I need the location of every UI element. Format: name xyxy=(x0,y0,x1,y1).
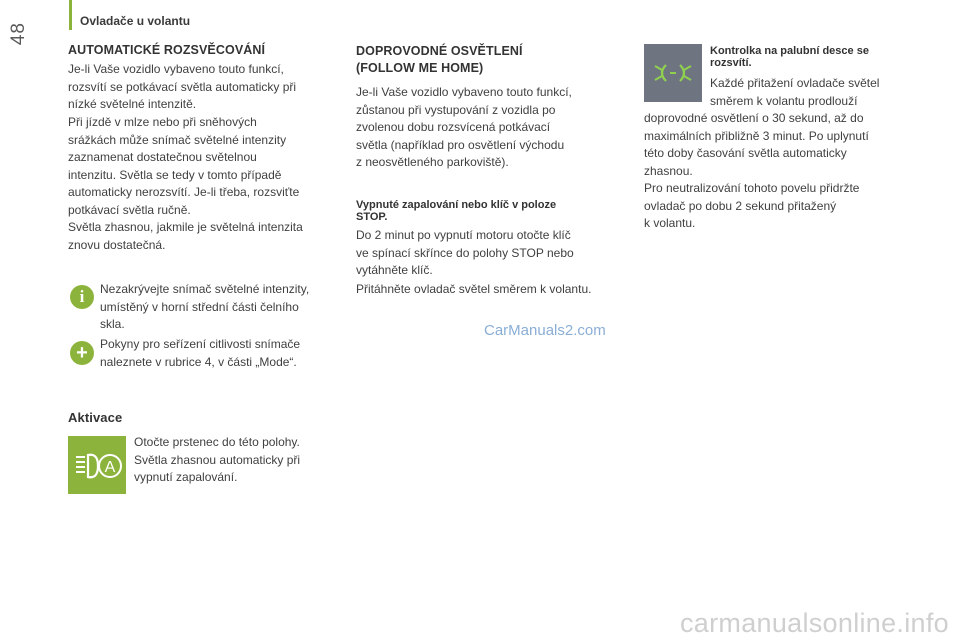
text-line: Při jízdě v mlze nebo při sněhových xyxy=(68,115,257,129)
follow-me-home-paragraph-1 xyxy=(356,84,631,172)
text-line: vypnutí zapalování. xyxy=(134,470,238,484)
text-line: maximálních přibližně 3 minut. Po uplynutí xyxy=(644,128,869,143)
auto-lights-paragraph-2 xyxy=(68,114,348,219)
text-line: zůstanou při vystupování z vozidla po xyxy=(356,102,556,117)
text-line: Pokyny pro seřízení citlivosti snímače xyxy=(100,337,301,351)
text-line: směrem k volantu prodlouží xyxy=(710,93,858,108)
text-line: znovu dostatečná. xyxy=(68,237,166,252)
subtitle-line: Vypnuté zapalování nebo klíč v poloze xyxy=(356,199,557,211)
auto-lights-paragraph-3 xyxy=(68,219,348,254)
subtitle-warning-lamp xyxy=(710,45,920,69)
auto-headlamp-dial-icon xyxy=(68,436,126,494)
subtitle-line: rozsvítí. xyxy=(710,57,752,69)
text-line: doprovodné osvětlení o 30 sekund, až do xyxy=(644,111,864,125)
text-line: srážkách může snímač světelné intenzity xyxy=(68,132,287,147)
auto-lights-paragraph-1 xyxy=(68,61,348,114)
text-line: Světla zhasnou, jakmile je světelná intenzita xyxy=(68,220,303,234)
note-sensor-cover xyxy=(100,281,350,334)
text-line: z neosvětleného parkoviště). xyxy=(356,155,509,169)
section-title-auto-lights: AUTOMATICKÉ ROZSVĚCOVÁNÍ xyxy=(68,43,266,57)
header-accent-bar xyxy=(69,0,72,30)
text-line: umístěný v horní střední části čelního xyxy=(100,299,299,314)
text-line: ovladač po dobu 2 sekund přitažený xyxy=(644,198,837,213)
note-sensor-settings xyxy=(100,336,350,371)
subtitle-line: STOP. xyxy=(356,211,388,223)
activation-text xyxy=(134,434,354,487)
text-line: zvolenou dobu rozsvícená potkávací xyxy=(356,120,551,134)
text-line: Nezakrývejte snímač světelné intenzity, xyxy=(100,282,310,296)
subtitle-line: Kontrolka na palubní desce se xyxy=(710,45,869,57)
warning-lamp-paragraph-2 xyxy=(644,180,914,233)
text-line: zaznamenat dostatečnou světelnou xyxy=(68,150,257,164)
text-line: světla (například pro osvětlení východu xyxy=(356,137,565,152)
text-line: k volantu. xyxy=(644,216,696,230)
text-line: automaticky nerozsvítí. Je-li třeba, rozsviťte xyxy=(68,185,300,199)
text-line: nízké světelné intenzitě. xyxy=(68,97,197,111)
text-line: této doby časování světla automaticky xyxy=(644,146,847,160)
warning-lamp-paragraph-1 xyxy=(644,75,914,180)
text-line: naleznete v rubrice 4, v části „Mode“. xyxy=(100,354,297,369)
text-line: Každé přitažení ovladače světel xyxy=(710,76,880,90)
title-line: (FOLLOW ME HOME) xyxy=(356,61,484,75)
follow-me-home-paragraph-3 xyxy=(356,281,636,299)
text-line: Je-li Vaše vozidlo vybaveno touto funkcí, xyxy=(356,85,572,99)
text-line: vytáhněte klíč. xyxy=(356,263,433,277)
section-title-follow-me-home xyxy=(356,43,626,77)
watermark-carmanualsonline: carmanualsonline.info xyxy=(680,608,949,638)
subtitle-ignition-off xyxy=(356,199,631,223)
text-line: Světla zhasnou automaticky při xyxy=(134,452,301,467)
text-line: skla. xyxy=(100,317,125,331)
text-line: Přitáhněte ovladač světel směrem k volantu. xyxy=(356,282,592,296)
text-line: Je-li Vaše vozidlo vybaveno touto funkcí, xyxy=(68,62,284,76)
info-icon: i xyxy=(70,285,94,309)
dial-letter: A xyxy=(104,459,116,476)
page-number: 48 xyxy=(8,22,29,46)
text-line: rozsvítí se potkávací světla automaticky při xyxy=(68,79,297,94)
follow-me-home-paragraph-2 xyxy=(356,227,631,280)
text-line: ve spínací skřínce do polohy STOP nebo xyxy=(356,245,574,260)
text-line: intenzitu. Světla se tedy v tomto případě xyxy=(68,167,282,182)
title-line: DOPROVODNÉ OSVĚTLENÍ xyxy=(356,44,523,58)
page-header: Ovladače u volantu xyxy=(80,14,191,28)
activation-title: Aktivace xyxy=(68,410,123,425)
text-line: Pro neutralizování tohoto povelu přidržte xyxy=(644,181,860,195)
text-line: potkávací světla ručně. xyxy=(68,202,191,217)
text-line: Do 2 minut po vypnutí motoru otočte klíč xyxy=(356,228,571,242)
watermark-carmanuals2: CarManuals2.com xyxy=(484,322,606,339)
plus-icon: + xyxy=(70,341,94,365)
text-line: Otočte prstenec do této polohy. xyxy=(134,435,300,449)
text-line: zhasnou. xyxy=(644,163,693,178)
